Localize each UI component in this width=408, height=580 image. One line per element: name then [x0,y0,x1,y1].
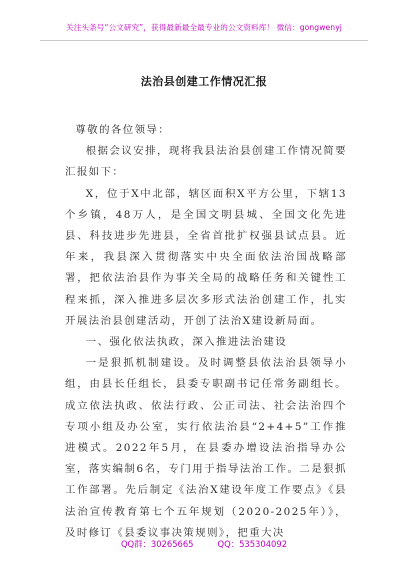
overview-paragraph: X，位于X中北部，辖区面积X平方公里，下辖13个乡镇，48万人，是全国文明县城、全国文化先进县、科技进步先进县，全省首批扩权强县试点县。近年来，我县深入贯彻落实中央全面依法治国战略部署，把依法治县作为事关全局的战略任务和关键性工程来抓，深入推进多层次多形式法治创建工作，扎实开展法治县创建活动，开创了法治X建设新局面。 [65,187,347,327]
header-divider [40,40,368,41]
qq-contact: QQ：535304092 [217,539,288,549]
footer-contact [0,538,408,550]
header-banner: 关注头条号“公文研究”，获得最新最全最专业的公文资料库！ 微信：gongwenyj [66,23,342,32]
document-body [65,120,347,544]
section-heading: 一、强化依法执政，深入推进法治建设 [85,336,288,349]
document-title: 法治县创建工作情况汇报 [140,75,268,88]
qq-group: QQ群：30265665 [120,539,194,549]
greeting: 尊敬的各位领导： [75,124,171,136]
intro-paragraph: 根据会议安排，现将我县法治县创建工作情况简要汇报如下： [65,145,347,179]
section-paragraph: 一是狠抓机制建设。及时调整县依法治县领导小组，由县长任组长，县委专职副书记任常务副组长。成立依法执政、依法行政、公正司法、社会法治四个专项小组及办公室，实行依法治县“2+4+5”工作推进模式。2022年5月，在县委办增设法治指导办公室，落实编制6名，专门用于指导法治工作。二是狠抓工作部署。先后制定《法治X建设年度工作要点》《县法治宣传教育第七个五年规划（2020-2025年）》，及时修订《县委议事决策规则》，把重大决 [65,357,347,539]
